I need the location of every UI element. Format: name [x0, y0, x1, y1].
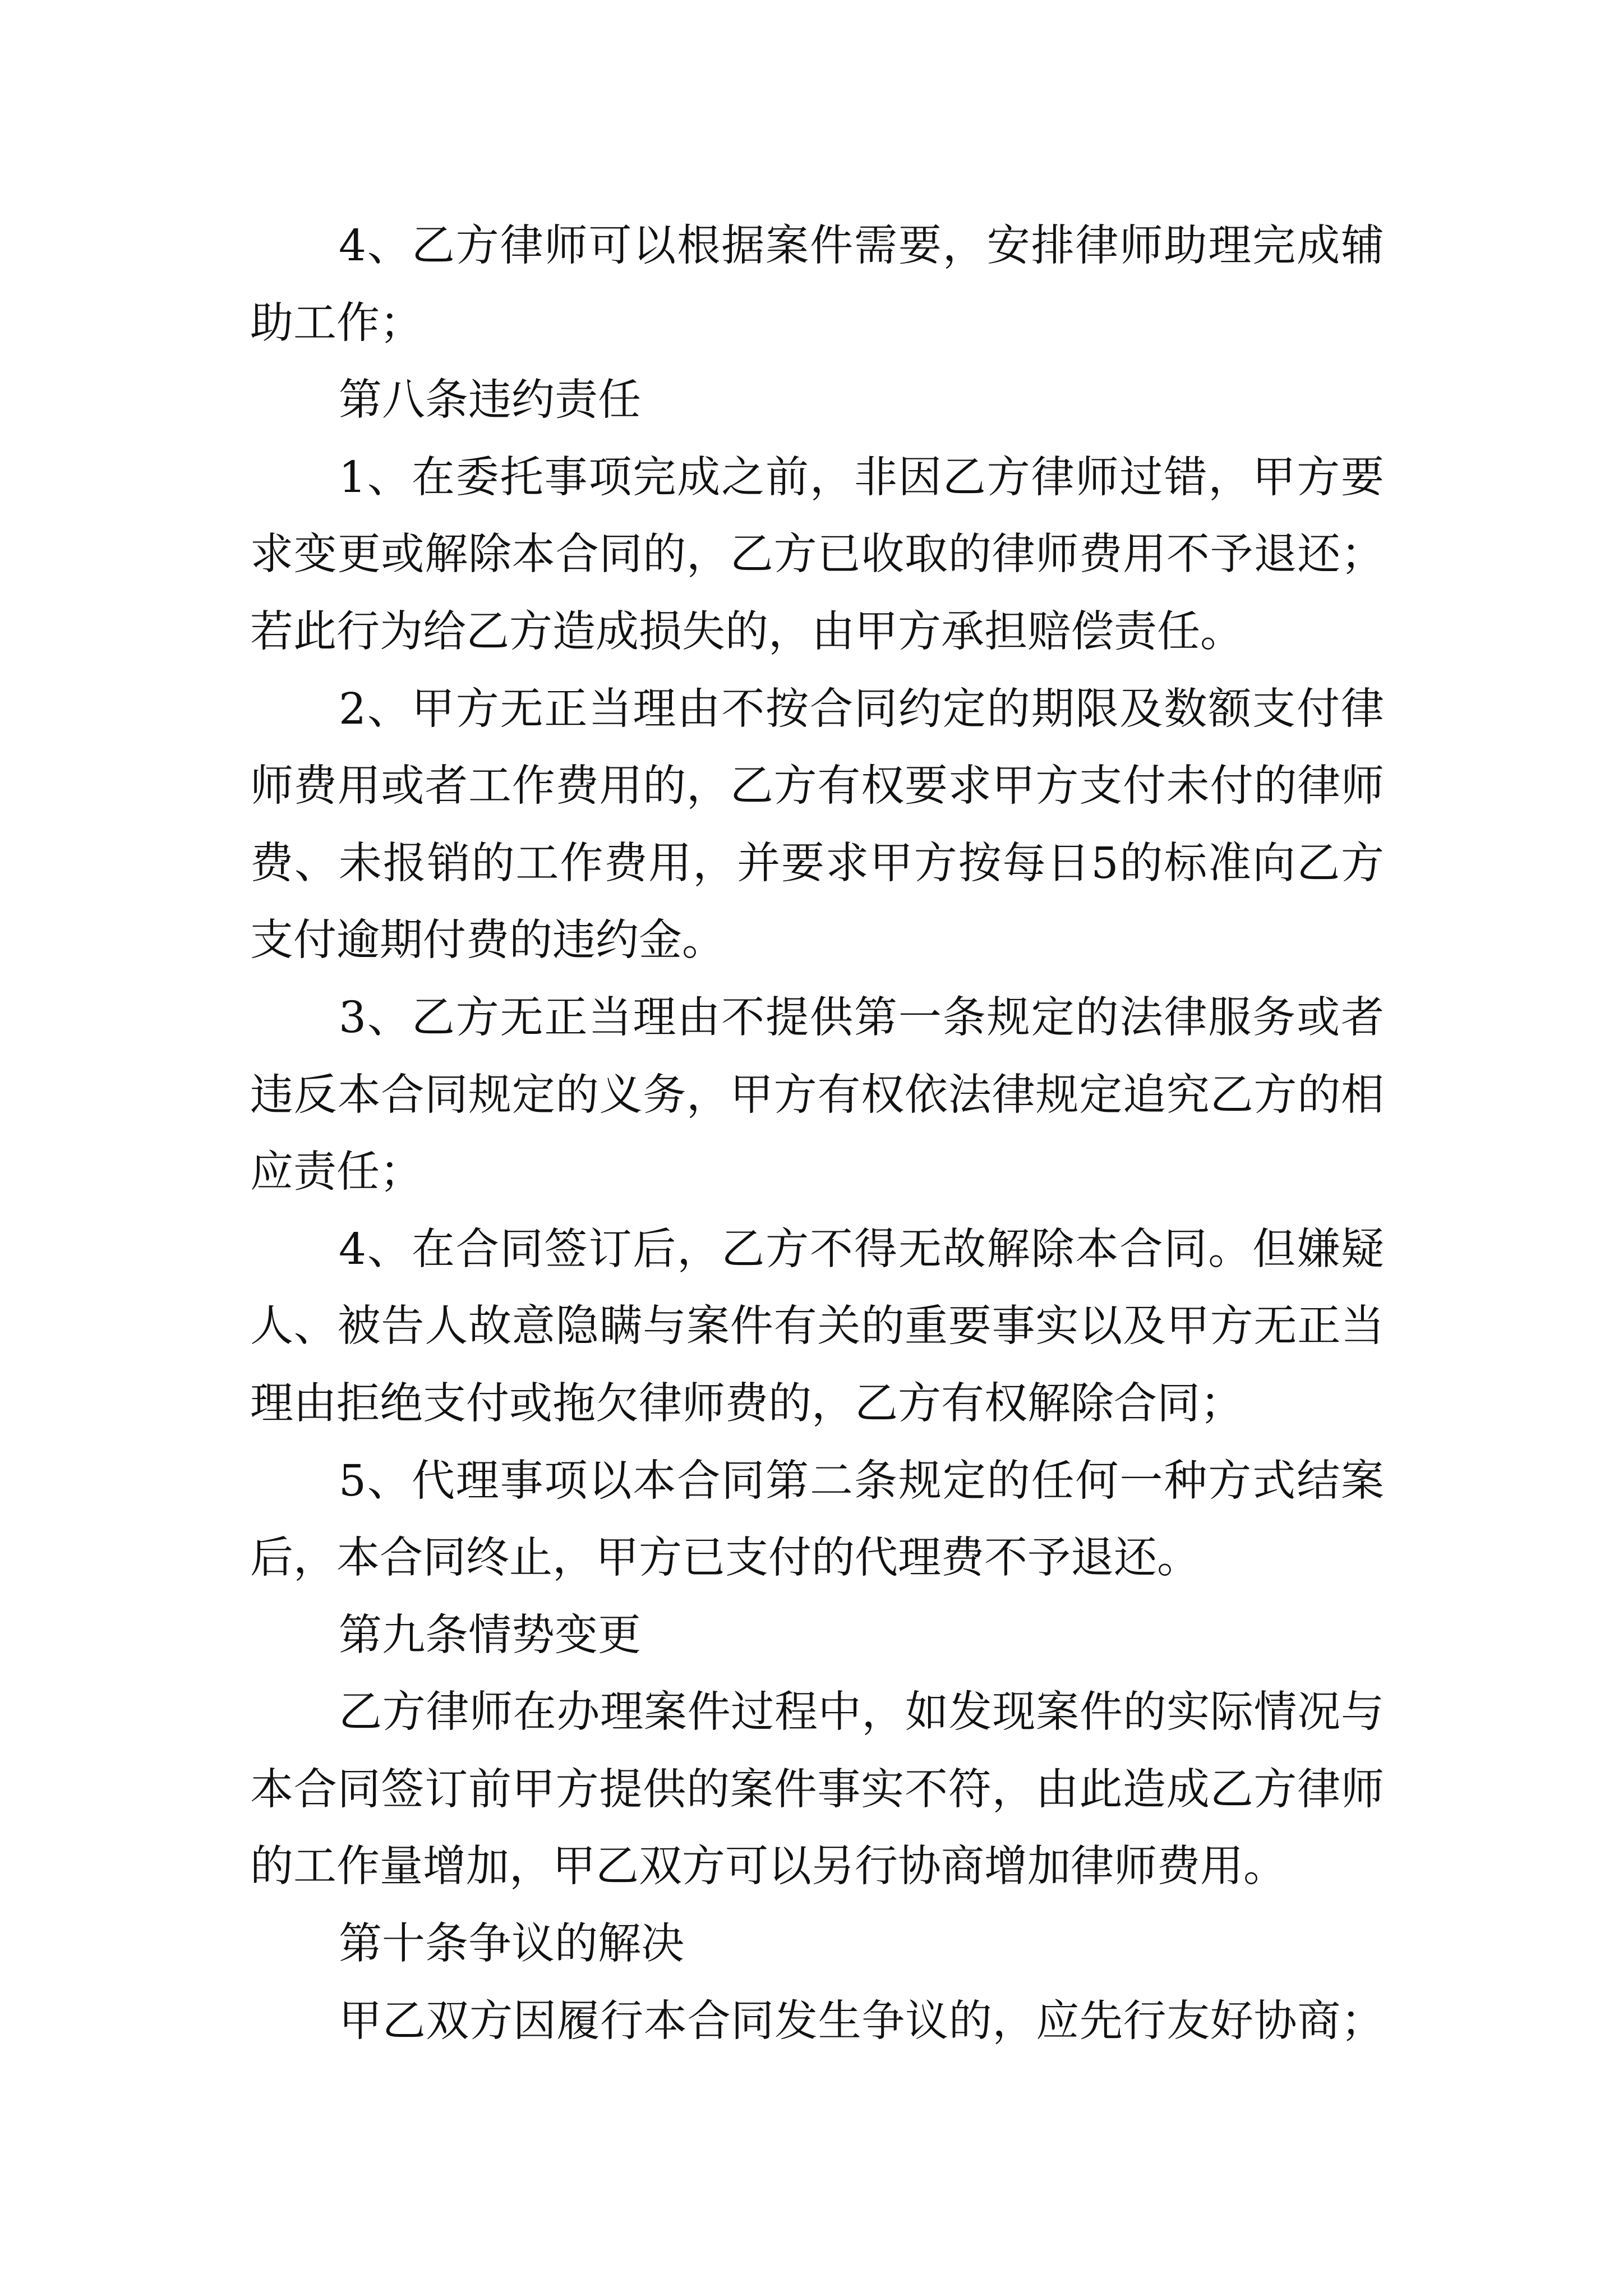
text-line: 后，本合同终止，甲方已支付的代理费不予退还。	[250, 1533, 1200, 1584]
text-line: 人、被告人故意隐瞒与案件有关的重要事实以及甲方无正当	[250, 1301, 1384, 1352]
paragraph-article-8-item-2	[250, 671, 1384, 979]
text-line: 师费用或者工作费用的，乙方有权要求甲方支付未付的律师	[250, 761, 1384, 812]
section-heading-article-8	[250, 362, 1384, 439]
text-line: 乙方律师在办理案件过程中，如发现案件的实际情况与	[339, 1687, 1384, 1738]
text-line: 甲乙双方因履行本合同发生争议的，应先行友好协商；	[339, 1996, 1384, 2046]
text-line: 若此行为给乙方造成损失的，由甲方承担赔偿责任。	[250, 606, 1243, 657]
section-heading-article-9	[250, 1597, 1384, 1674]
text-line: 4、在合同签订后，乙方不得无故解除本合同。但嫌疑	[339, 1224, 1384, 1274]
paragraph-clause-8-item-4	[250, 208, 1384, 362]
text-line: 的工作量增加，甲乙双方可以另行协商增加律师费用。	[250, 1842, 1287, 1892]
text-line: 本合同签订前甲方提供的案件事实不符，由此造成乙方律师	[250, 1764, 1384, 1815]
paragraph-article-8-item-1	[250, 439, 1384, 671]
section-heading: 第八条违约责任	[339, 375, 641, 426]
text-line: 理由拒绝支付或拖欠律师费的，乙方有权解除合同；	[250, 1378, 1243, 1429]
paragraph-article-8-item-5	[250, 1443, 1384, 1597]
document-body	[250, 208, 1384, 2060]
text-line: 1、在委托事项完成之前，非因乙方律师过错，甲方要	[339, 452, 1384, 503]
text-line: 3、乙方无正当理由不提供第一条规定的法律服务或者	[339, 992, 1384, 1043]
text-line: 应责任；	[250, 1147, 423, 1198]
paragraph-article-9	[250, 1674, 1384, 1906]
section-heading-article-10	[250, 1906, 1384, 1983]
text-line: 2、甲方无正当理由不按合同约定的期限及数额支付律	[339, 684, 1384, 734]
paragraph-article-8-item-3	[250, 979, 1384, 1211]
paragraph-article-10	[250, 1983, 1384, 2060]
paragraph-article-8-item-4	[250, 1211, 1384, 1443]
text-line: 支付逾期付费的违约金。	[250, 915, 725, 966]
text-line: 助工作；	[250, 298, 423, 348]
section-heading: 第十条争议的解决	[339, 1919, 684, 1970]
text-line: 违反本合同规定的义务，甲方有权依法律规定追究乙方的相	[250, 1070, 1384, 1120]
text-line: 费、未报销的工作费用，并要求甲方按每日5的标准向乙方	[250, 838, 1384, 889]
text-line: 求变更或解除本合同的，乙方已收取的律师费用不予退还；	[250, 530, 1384, 580]
section-heading: 第九条情势变更	[339, 1610, 641, 1660]
text-line: 4、乙方律师可以根据案件需要，安排律师助理完成辅	[339, 221, 1384, 271]
text-line: 5、代理事项以本合同第二条规定的任何一种方式结案	[339, 1456, 1384, 1506]
